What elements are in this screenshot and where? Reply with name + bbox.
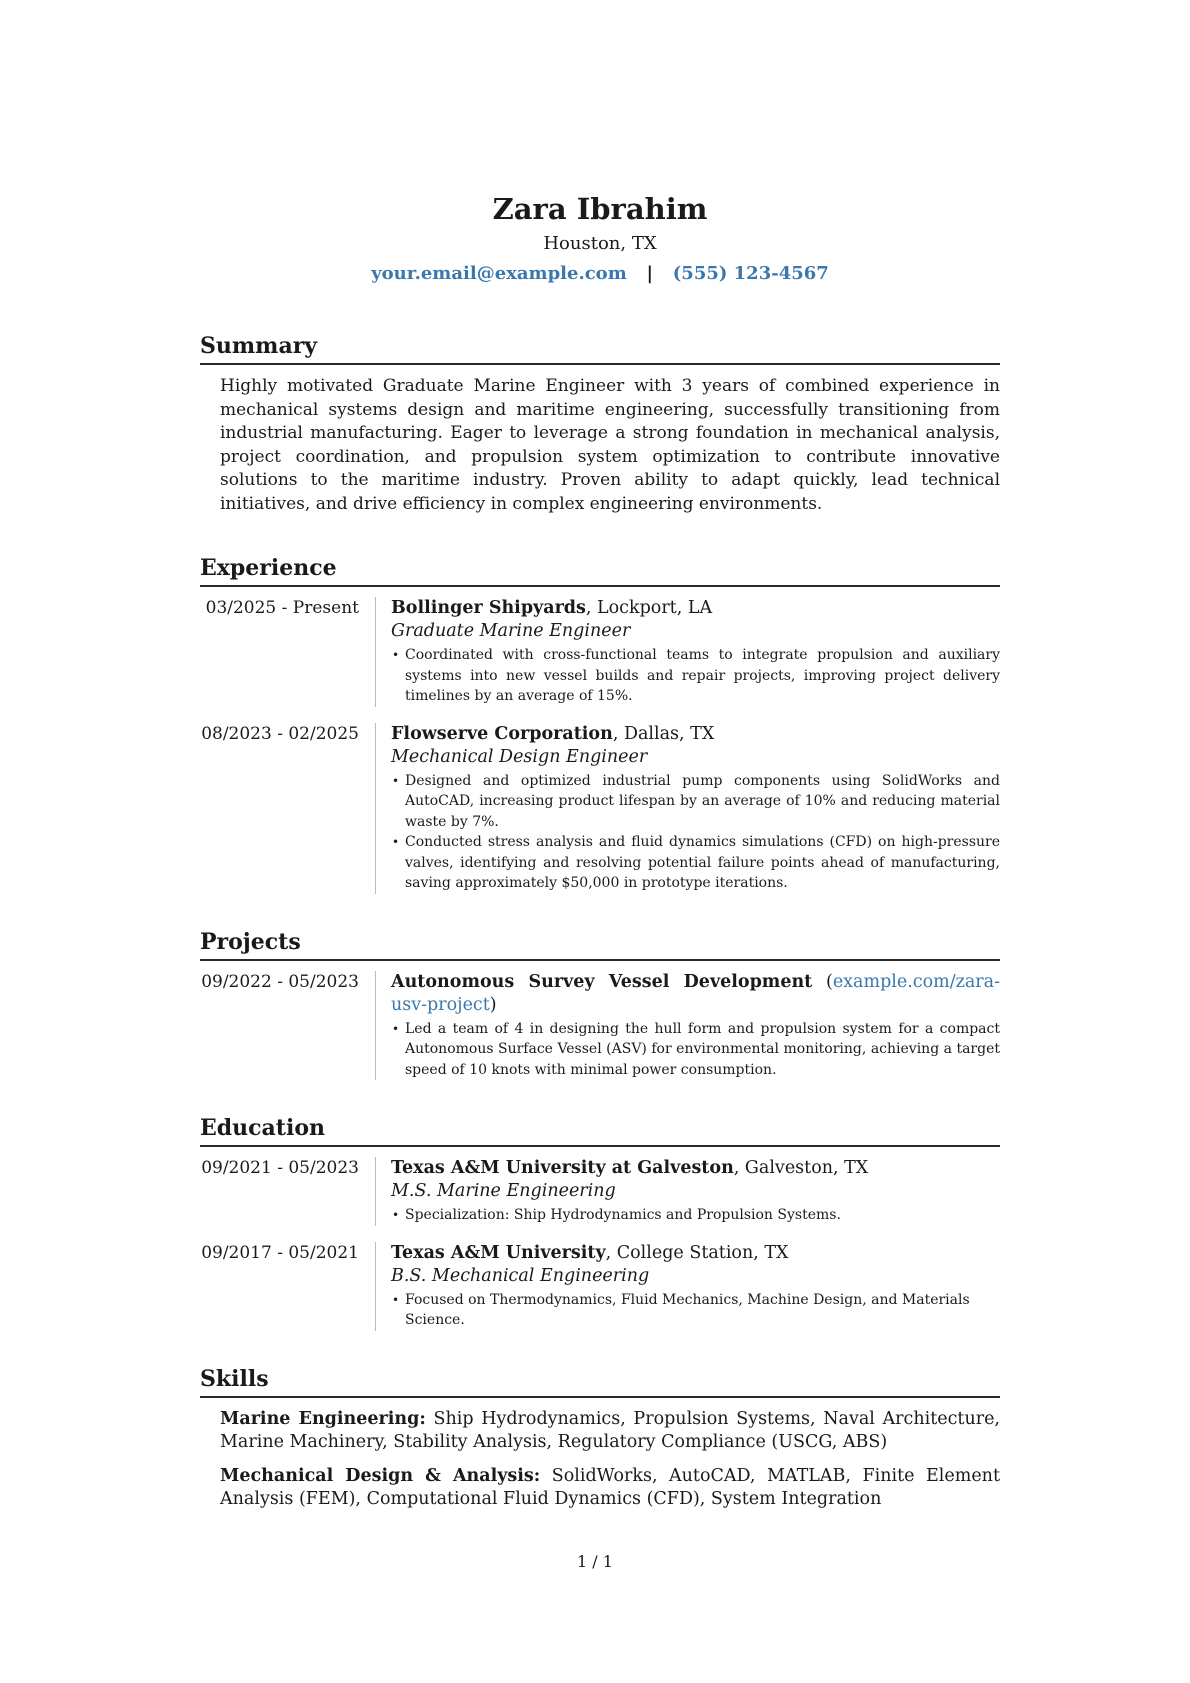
contact-line (200, 260, 1000, 288)
entry-date: 09/2017 - 05/2021 (201, 1242, 359, 1263)
section-title-experience: Experience (200, 554, 1000, 587)
project-link[interactable]: example.com/zara-usv-project (391, 971, 1000, 1015)
entry-bullet: • Designed and optimized industrial pump components using SolidWorks and AutoCAD, increasing product lifespan by an average of 10% and reducing material waste by 7%. (405, 771, 1000, 833)
entry-org-line (391, 723, 1000, 746)
entry-role: Mechanical Design Engineer (391, 746, 648, 767)
email-link[interactable]: your.email@example.com (371, 263, 627, 284)
entry-body (375, 723, 1000, 894)
projects-section (200, 928, 1000, 1081)
entry-bullets (391, 1290, 1000, 1331)
entry-body (375, 597, 1000, 707)
entry-place: , Galveston, TX (733, 1158, 869, 1178)
entry-body (375, 1157, 1000, 1226)
skill-list: SolidWorks, AutoCAD, MATLAB, Finite Element Analysis (FEM), Computational Fluid Dynamics (CFD), System Integration (220, 1465, 1000, 1509)
entry-bullet: • Coordinated with cross-functional teams to integrate propulsion and auxiliary systems into new vessel builds and repair projects, improving project delivery timelines by an average of 15%. (405, 645, 1000, 707)
entry-org-line (391, 1242, 1000, 1265)
entry-place: , Dallas, TX (612, 723, 715, 744)
summary-section (200, 332, 1000, 516)
section-title-education: Education (200, 1114, 1000, 1147)
experience-entry (200, 597, 1000, 707)
entry-bullet: • Led a team of 4 in designing the hull form and propulsion system for a compact Autonomous Surface Vessel (ASV) for environmental monitoring, achieving a target speed of 10 knots with minimal power consumption. (405, 1019, 1000, 1081)
entry-date: 08/2023 - 02/2025 (201, 723, 359, 744)
section-title-projects: Projects (200, 928, 1000, 961)
entry-org-line (391, 1157, 1000, 1180)
experience-section (200, 554, 1000, 894)
entry-bullets (391, 1205, 1000, 1226)
candidate-name: Zara Ibrahim (492, 192, 708, 226)
skill-label: Marine Engineering: (220, 1408, 426, 1429)
entry-org-line (391, 971, 1000, 1017)
entry-bullets (391, 645, 1000, 707)
entry-org: Flowserve Corporation (391, 723, 613, 744)
contact-separator: | (646, 263, 654, 284)
entry-body (375, 971, 1000, 1081)
candidate-location: Houston, TX (543, 233, 657, 254)
entry-bullet: • Specialization: Ship Hydrodynamics and Propulsion Systems. (405, 1205, 1000, 1226)
entry-bullets (391, 771, 1000, 894)
entry-place: , Lockport, LA (585, 598, 713, 618)
skill-label: Mechanical Design & Analysis: (220, 1465, 541, 1486)
entry-bullet: • Conducted stress analysis and fluid dynamics simulations (CFD) on high-pressure valves, identifying and resolving potential failure points ahead of manufacturing, saving approximately $50,000 in prototype iterations. (405, 832, 1000, 894)
skill-group (220, 1408, 1000, 1455)
entry-date: 03/2025 - Present (205, 598, 359, 618)
entry-date: 09/2021 - 05/2023 (201, 1158, 359, 1178)
entry-org: Texas A&M University at Galveston (391, 1158, 734, 1178)
entry-place: , College Station, TX (605, 1242, 789, 1263)
project-name: Autonomous Survey Vessel Development (391, 971, 813, 992)
education-section (200, 1114, 1000, 1331)
entry-bullet: • Focused on Thermodynamics, Fluid Mechanics, Machine Design, and Materials Science. (405, 1290, 1000, 1331)
entry-body (375, 1242, 1000, 1331)
entry-org: Bollinger Shipyards (391, 598, 586, 618)
entry-degree: M.S. Marine Engineering (391, 1181, 616, 1201)
section-title-summary: Summary (200, 332, 1000, 365)
phone-link[interactable]: (555) 123-4567 (672, 263, 829, 284)
entry-date: 09/2022 - 05/2023 (201, 971, 359, 992)
education-entry (200, 1242, 1000, 1331)
resume-page (200, 190, 1000, 1522)
summary-text: Highly motivated Graduate Marine Engineer with 3 years of combined experience in mechanical systems design and maritime engineering, successfully transitioning from industrial manufacturing. Eager to leverage a strong foundation in mechanical analysis, project coordination, and propulsion system optimization to contribute innovative solutions to the maritime industry. Proven ability to adapt quickly, lead technical initiatives, and drive efficiency in complex engineering environments. (220, 376, 1000, 514)
paren-close: ) (489, 994, 497, 1015)
resume-header (200, 190, 1000, 288)
entry-org-line (391, 597, 1000, 620)
project-entry (200, 971, 1000, 1081)
entry-degree: B.S. Mechanical Engineering (391, 1265, 650, 1286)
entry-bullets (391, 1019, 1000, 1081)
entry-role: Graduate Marine Engineer (391, 621, 631, 641)
skills-section (200, 1365, 1000, 1512)
skill-group (220, 1465, 1000, 1512)
skill-list: Ship Hydrodynamics, Propulsion Systems, Naval Architecture, Marine Machinery, Stability Analysis, Regulatory Compliance (USCG, ABS) (220, 1408, 1000, 1452)
education-entry (200, 1157, 1000, 1226)
experience-entry (200, 723, 1000, 894)
entry-org: Texas A&M University (391, 1242, 606, 1263)
page-number: 1 / 1 (577, 1552, 613, 1571)
paren-open: ( (812, 971, 833, 992)
section-title-skills: Skills (200, 1365, 1000, 1398)
